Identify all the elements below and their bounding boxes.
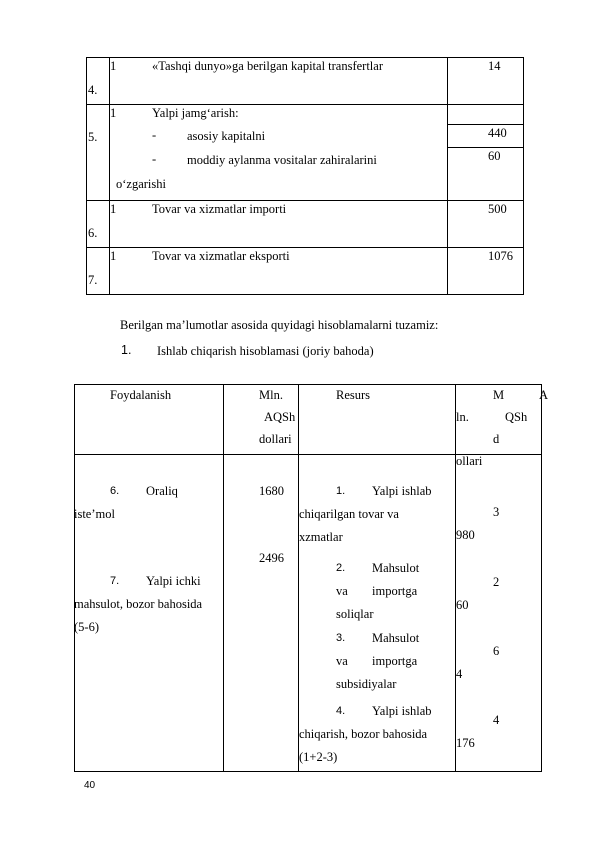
list-item: asosiy kapitalni — [187, 129, 266, 143]
item-number: 3. — [336, 632, 346, 644]
row-desc: Tovar va xizmatlar importi — [152, 202, 287, 216]
row-num: 5. — [88, 130, 98, 144]
row-num: 6. — [88, 226, 98, 240]
item-value: 176 — [456, 736, 475, 750]
row-value: 14 — [488, 59, 501, 73]
item-label-cont: importga — [372, 654, 418, 668]
row-num-top: 1 — [110, 249, 117, 263]
item-number: 6. — [110, 485, 120, 497]
item-label-cont: iste’mol — [74, 507, 115, 521]
row-num-top: 1 — [110, 59, 117, 73]
list-item: moddiy aylanma vositalar zahiralarini — [187, 153, 377, 167]
row-num-top: 1 — [110, 202, 117, 216]
header-resource: Resurs — [336, 388, 371, 402]
section-title: Ishlab chiqarish hisoblamasi (joriy bahoda) — [157, 344, 374, 358]
item-label: Mahsulot — [372, 561, 420, 575]
row-desc: «Tashqi dunyo»ga berilgan kapital transfertlar — [152, 59, 383, 73]
item-value: 60 — [456, 598, 469, 612]
item-label-cont: soliqlar — [336, 607, 374, 621]
item-value: 1680 — [259, 484, 284, 498]
row-desc: Tovar va xizmatlar eksporti — [152, 249, 290, 263]
header-unit2-part: A — [539, 388, 549, 402]
item-label-cont: va — [336, 584, 348, 598]
row-value: 500 — [488, 202, 507, 216]
header-unit-line3: dollari — [259, 432, 292, 446]
item-number: 4. — [336, 705, 346, 717]
row-num-top: 1 — [110, 106, 117, 120]
item-value: 3 — [493, 505, 500, 519]
list-dash: - — [152, 128, 157, 142]
item-number: 7. — [110, 575, 120, 587]
header-unit2-part: M — [493, 388, 505, 402]
item-label-cont: importga — [372, 584, 418, 598]
item-label: Oraliq — [146, 484, 178, 498]
item-label: Mahsulot — [372, 631, 420, 645]
item-number: 2. — [336, 562, 346, 574]
item-value: 4 — [493, 713, 500, 727]
header-unit-line1: Mln. — [259, 388, 283, 402]
row-value: 1076 — [488, 249, 513, 263]
item-label-cont: va — [336, 654, 348, 668]
header-unit2-part: ollari — [456, 454, 483, 468]
item-label-cont: chiqarilgan tovar va — [299, 507, 399, 521]
item-value: 6 — [493, 644, 500, 658]
item-label-cont: xzmatlar — [299, 530, 343, 544]
page-number: 40 — [84, 780, 96, 791]
list-dash: - — [152, 152, 157, 166]
item-value: 4 — [456, 667, 463, 681]
header-unit2-part: d — [493, 432, 500, 446]
header-usage: Foydalanish — [110, 388, 172, 402]
section-number: 1. — [121, 343, 132, 357]
intro-paragraph: Berilgan ma’lumotlar asosida quyidagi hisoblamalarni tuzamiz: — [120, 318, 439, 332]
row-num: 7. — [88, 273, 98, 287]
item-number: 1. — [336, 485, 346, 497]
row-value: 60 — [488, 149, 501, 163]
item-label: Yalpi ishlab — [372, 484, 432, 498]
item-label-cont: subsidiyalar — [336, 677, 397, 691]
row-value: 440 — [488, 126, 507, 140]
header-unit2-part: ln. — [456, 410, 469, 424]
list-item-continuation: o‘zgarishi — [116, 177, 166, 191]
header-unit2-part: QSh — [505, 410, 528, 424]
header-unit-line2: AQSh — [264, 410, 296, 424]
item-label-cont: (5-6) — [74, 620, 99, 634]
item-label: Yalpi ichki — [146, 574, 201, 588]
item-label-cont: chiqarish, bozor bahosida — [299, 727, 428, 741]
item-value: 2 — [493, 575, 500, 589]
row-num: 4. — [88, 83, 98, 97]
row-desc: Yalpi jamg‘arish: — [152, 106, 239, 120]
item-label-cont: mahsulot, bozor bahosida — [74, 597, 203, 611]
item-value: 2496 — [259, 551, 284, 565]
item-label-cont: (1+2-3) — [299, 750, 338, 764]
item-label: Yalpi ishlab — [372, 704, 432, 718]
item-value: 980 — [456, 528, 475, 542]
